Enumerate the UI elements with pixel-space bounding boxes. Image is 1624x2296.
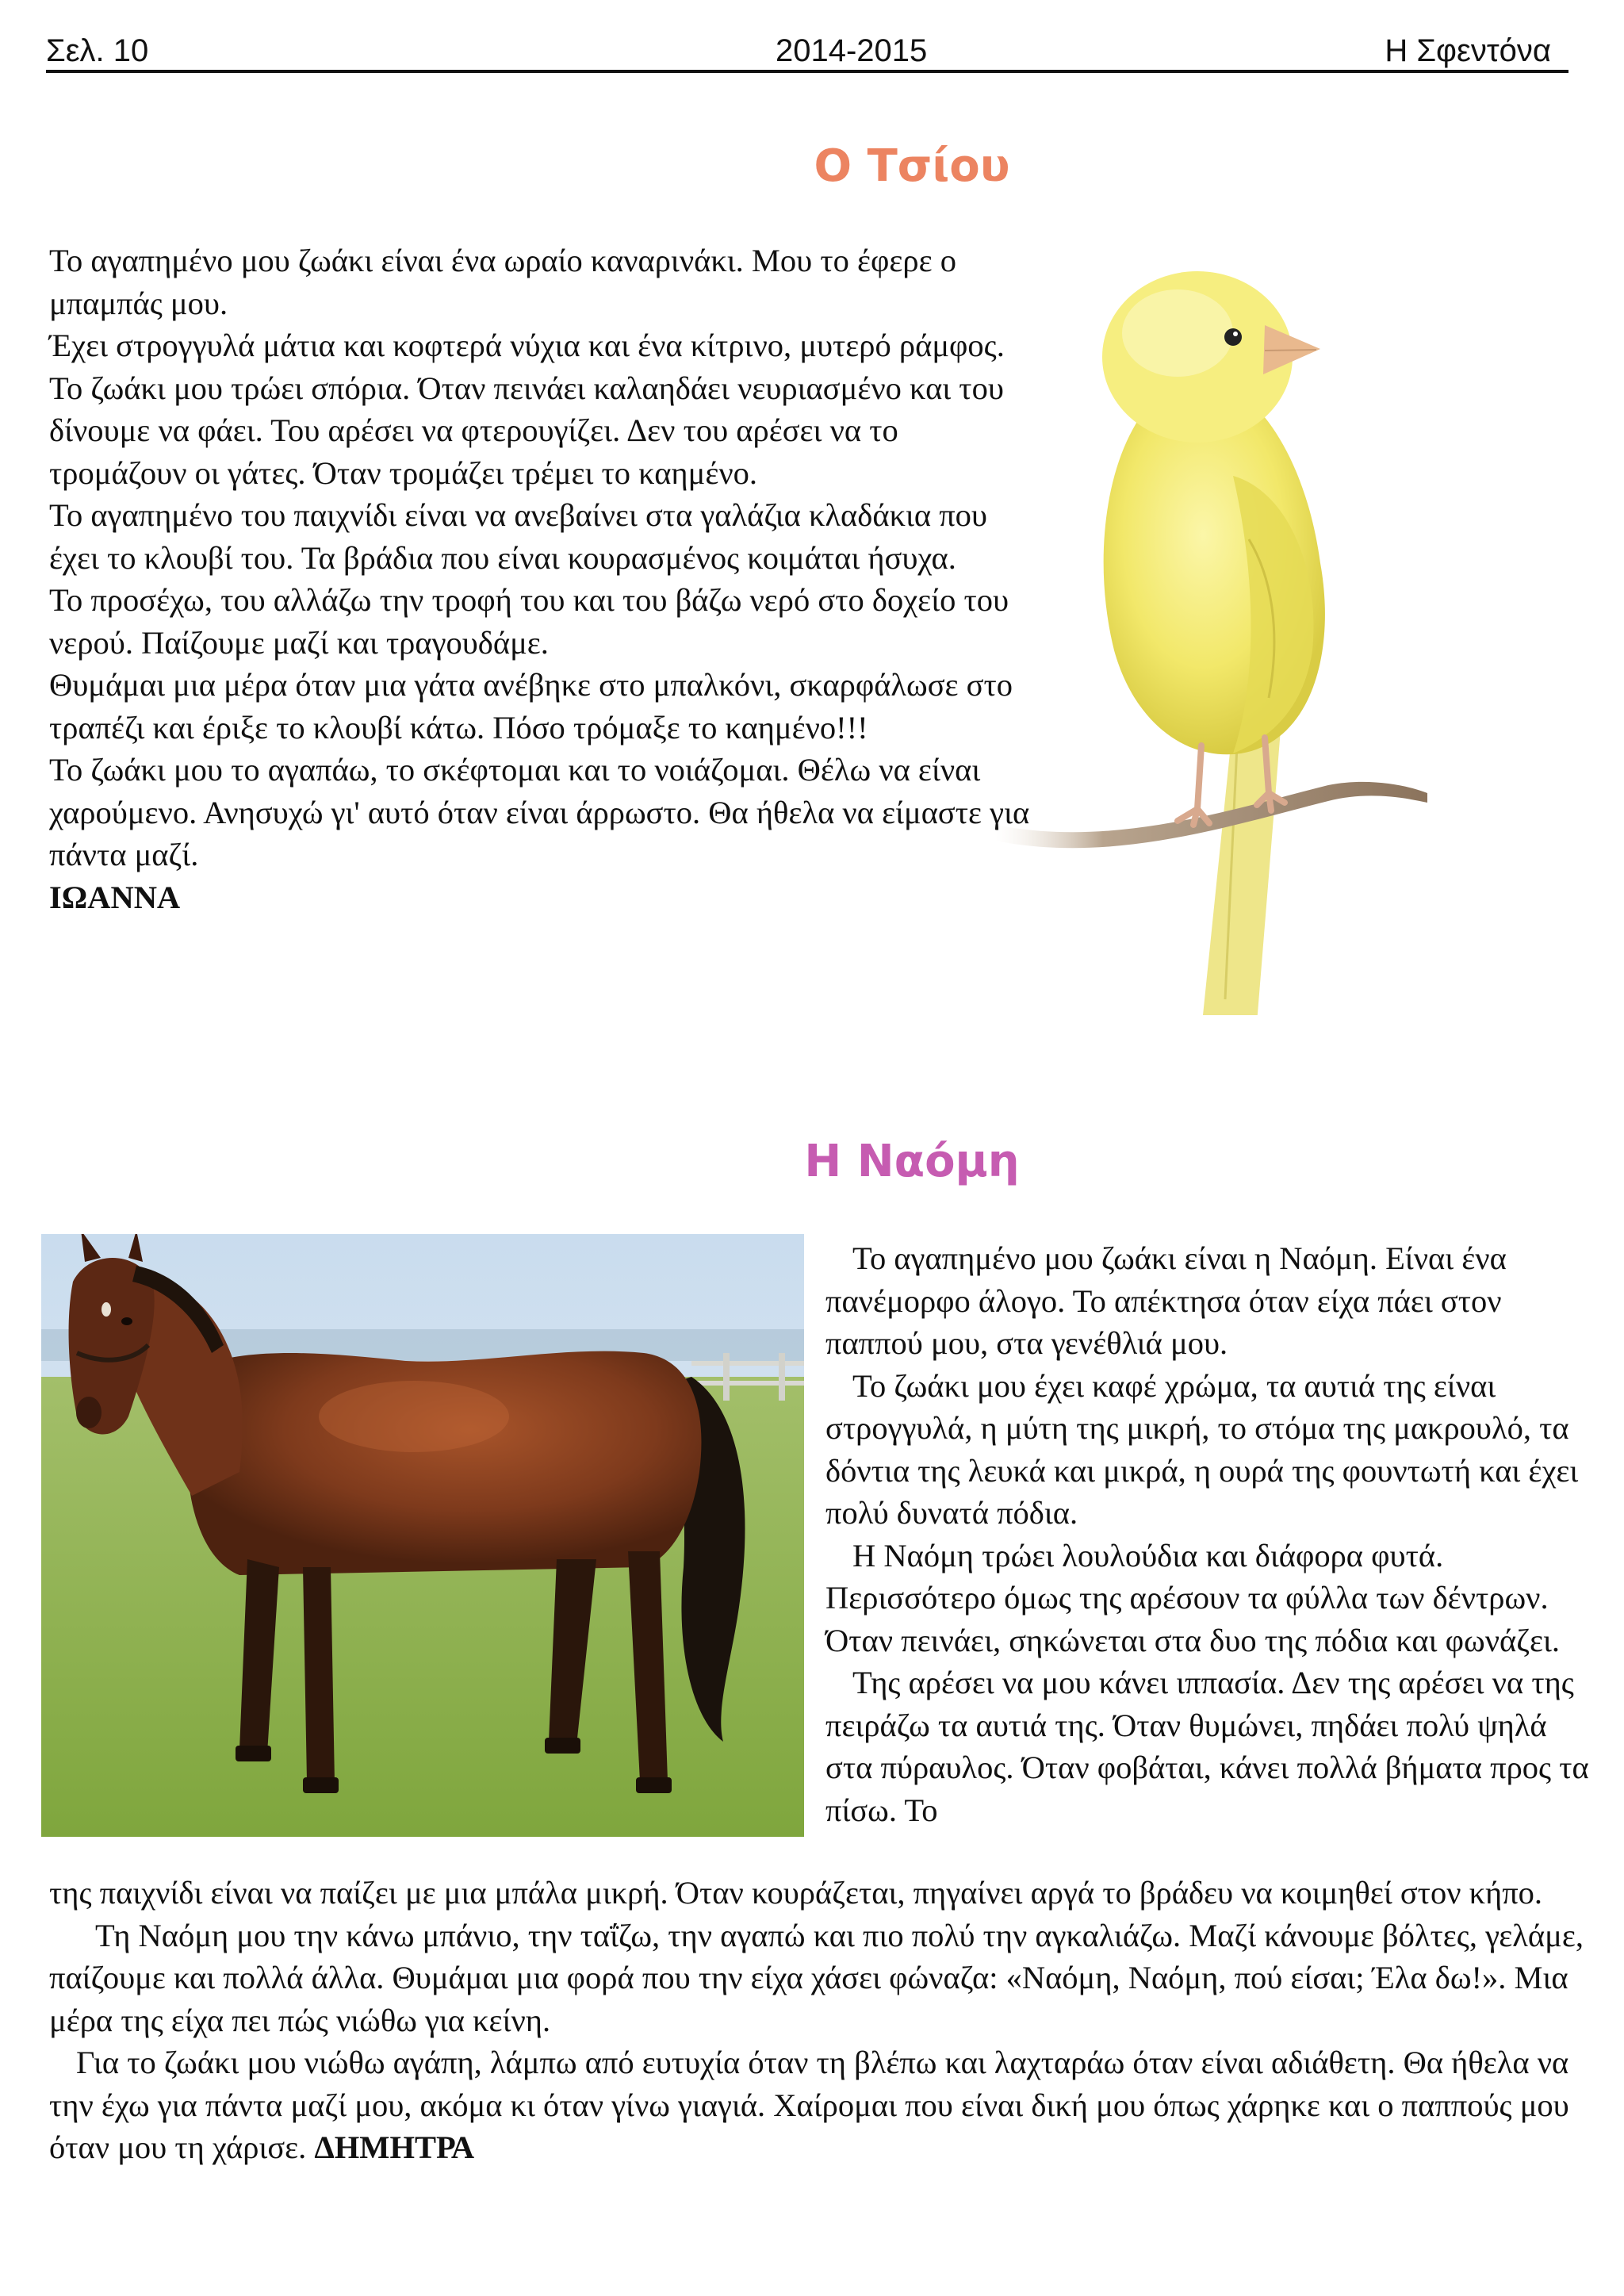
canary-photo bbox=[995, 238, 1427, 1015]
paragraph-text: Για το ζωάκι μου νιώθω αγάπη, λάμπω από ευτυχία όταν τη βλέπω και λαχταράω όταν είναι αδιάθετη. Θα ήθελα να την έχω για πάντα μαζί μου, ακόμα κι όταν γίνω γιαγιά. Χαίρομαι που είναι δική μου όπως χάρηκε και ο παππούς μου όταν μου τη χάρισε. bbox=[49, 2045, 1569, 2165]
paragraph: Θυμάμαι μια μέρα όταν μια γάτα ανέβηκε στο μπαλκόνι, σκαρφάλωσε στο τραπέζι και έριξε το κλουβί κάτω. Πόσο τρόμαξε το καημένο!!! bbox=[49, 667, 1013, 746]
paragraph: Το ζωάκι μου τρώει σπόρια. Όταν πεινάει καλαηδάει νευριασμένο και του δίνουμε να φάει. Του αρέσει να φτερουγίζει. Δεν του αρέσει να το τρομάζουν οι γάτες. Όταν τρομάζει τρέμει το καημένο. bbox=[49, 370, 1004, 491]
paragraph: Της αρέσει να μου κάνει ιππασία. Δεν της αρέσει να της πειράζω τα αυτιά της. Όταν θυμώνει, πηδάει πολύ ψηλά στα πύραυλος. Όταν φοβάται, κάνει πολλά βήματα προς τα πίσω. Το bbox=[825, 1665, 1589, 1828]
article-2-full-text bbox=[49, 1872, 1615, 2169]
article-1-title: Ο Τσίου bbox=[814, 140, 1010, 192]
newspaper-name: Η Σφεντόνα bbox=[1385, 33, 1551, 68]
paragraph: Το αγαπημένο του παιχνίδι είναι να ανεβαίνει στα γαλάζια κλαδάκια που έχει το κλουβί του. Τα βράδια που είναι κουρασμένος κοιμάται ήσυχα. bbox=[49, 497, 987, 576]
paragraph: Έχει στρογγυλά μάτια και κοφτερά νύχια και ένα κίτρινο, μυτερό ράμφος. bbox=[49, 328, 1005, 363]
paragraph: Το προσέχω, του αλλάζω την τροφή του και του βάζω νερό στο δοχείο του νερού. Παίζουμε μαζί και τραγουδάμε. bbox=[49, 582, 1009, 661]
paragraph bbox=[49, 2041, 1615, 2169]
paragraph: Το ζωάκι μου το αγαπάω, το σκέφτομαι και το νοιάζομαι. Θέλω να είναι χαρούμενο. Ανησυχώ γι' αυτό όταν είναι άρρωστο. Θα ήθελα να είμαστε για πάντα μαζί. bbox=[49, 752, 1030, 872]
article-2-side-text bbox=[825, 1237, 1591, 1831]
paragraph: Τη Ναόμη μου την κάνω μπάνιο, την ταΐζω, την αγαπώ και πιο πολύ την αγκαλιάζω. Μαζί κάνουμε βόλτες, γελάμε, παίζουμε και πολλά άλλα. Θυμάμαι μια φορά που την είχα χάσει φώναζα: «Ναόμη, Ναόμη, πού είσαι; Έλα δω!». Μια μέρα της είχα πει πώς νιώθω για κείνη. bbox=[49, 1917, 1584, 2038]
page-number: Σελ. 10 bbox=[46, 33, 149, 68]
page-header bbox=[46, 32, 1568, 73]
paragraph: Το αγαπημένο μου ζωάκι είναι η Ναόμη. Είναι ένα πανέμορφο άλογο. Το απέκτησα όταν είχα πάει στον παππού μου, στα γενέθλιά μου. bbox=[825, 1240, 1507, 1361]
article-2-title: Η Ναόμη bbox=[804, 1136, 1020, 1187]
paragraph: της παιχνίδι είναι να παίζει με μια μπάλα μικρή. Όταν κουράζεται, πηγαίνει αργά το βράδευ να κοιμηθεί στον κήπο. bbox=[49, 1875, 1543, 1911]
article-2-author: ΔΗΜΗΤΡΑ bbox=[314, 2129, 475, 2165]
article-1-body bbox=[49, 240, 1032, 918]
article-1-author: ΙΩΑΝΝΑ bbox=[49, 879, 181, 915]
horse-photo bbox=[41, 1234, 804, 1837]
paragraph: Το αγαπημένο μου ζωάκι είναι ένα ωραίο καναρινάκι. Μου το έφερε ο μπαμπάς μου. bbox=[49, 243, 956, 321]
paragraph: Το ζωάκι μου έχει καφέ χρώμα, τα αυτιά της είναι στρογγυλά, η μύτη της μικρή, το στόμα της μακρουλό, τα δόντια της λευκά και μικρά, η ουρά της φουντωτή και έχει πολύ δυνατά πόδια. bbox=[825, 1367, 1579, 1531]
paragraph: Η Ναόμη τρώει λουλούδια και διάφορα φυτά. Περισσότερο όμως της αρέσουν τα φύλλα των δέντρων. Όταν πεινάει, σηκώνεται στα δυο της πόδια και φωνάζει. bbox=[825, 1537, 1561, 1658]
school-year: 2014-2015 bbox=[776, 33, 928, 68]
